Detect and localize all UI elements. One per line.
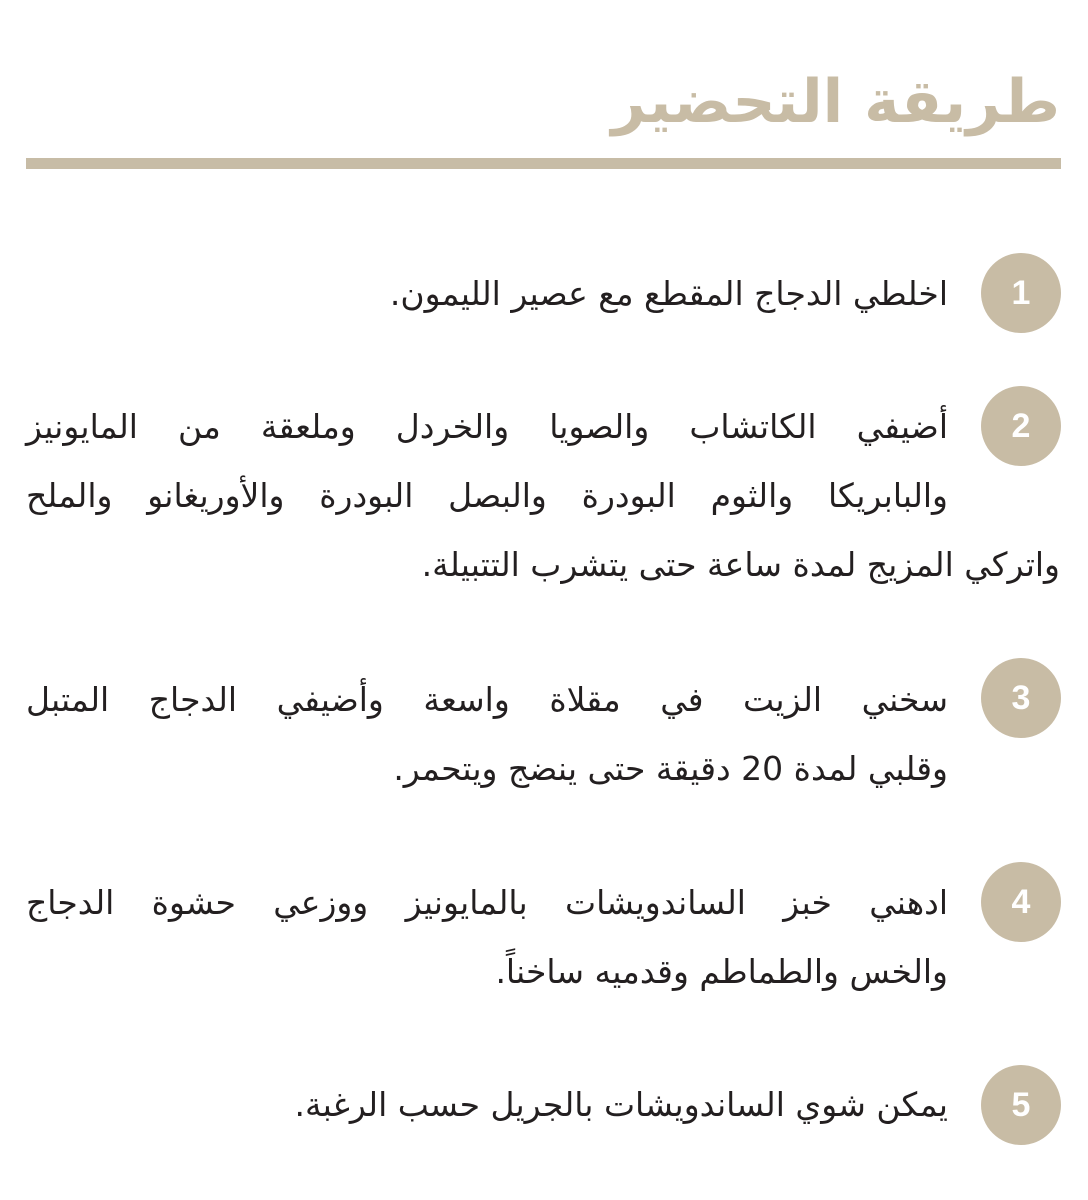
step-number-badge: 4 — [981, 862, 1061, 942]
step-text-line: والبابريكا والثوم البودرة والبصل البودرة والأوريغانو والملح — [26, 476, 948, 515]
step-text-line: سخني الزيت في مقلاة واسعة وأضيفي الدجاج المتبل — [26, 680, 948, 719]
step-text-line: واتركي المزيج لمدة ساعة حتى يتشرب التتبيلة. — [421, 545, 1060, 584]
step-number-badge: 5 — [981, 1065, 1061, 1145]
step-text — [26, 868, 948, 1006]
step-text-line: يمكن شوي الساندويشات بالجريل حسب الرغبة. — [294, 1085, 948, 1124]
step-text-line: أضيفي الكاتشاب والصويا والخردل وملعقة من المايونيز — [26, 407, 948, 446]
step-text-overflow — [26, 530, 1060, 599]
step-number-badge: 3 — [981, 658, 1061, 738]
step-text-line: ادهني خبز الساندويشات بالمايونيز ووزعي حشوة الدجاج — [26, 883, 948, 922]
step-number-badge: 1 — [981, 253, 1061, 333]
step-number-badge: 2 — [981, 386, 1061, 466]
step-text — [248, 259, 948, 328]
step-text — [26, 392, 948, 530]
step-text-line: وقلبي لمدة 20 دقيقة حتى ينضج ويتحمر. — [393, 749, 948, 788]
step-text-line: والخس والطماطم وقدميه ساخناً. — [495, 952, 948, 991]
section-title: طريقة التحضير — [611, 67, 1060, 137]
step-text — [148, 1070, 948, 1139]
step-text — [26, 665, 948, 803]
step-text-line: اخلطي الدجاج المقطع مع عصير الليمون. — [389, 274, 948, 313]
